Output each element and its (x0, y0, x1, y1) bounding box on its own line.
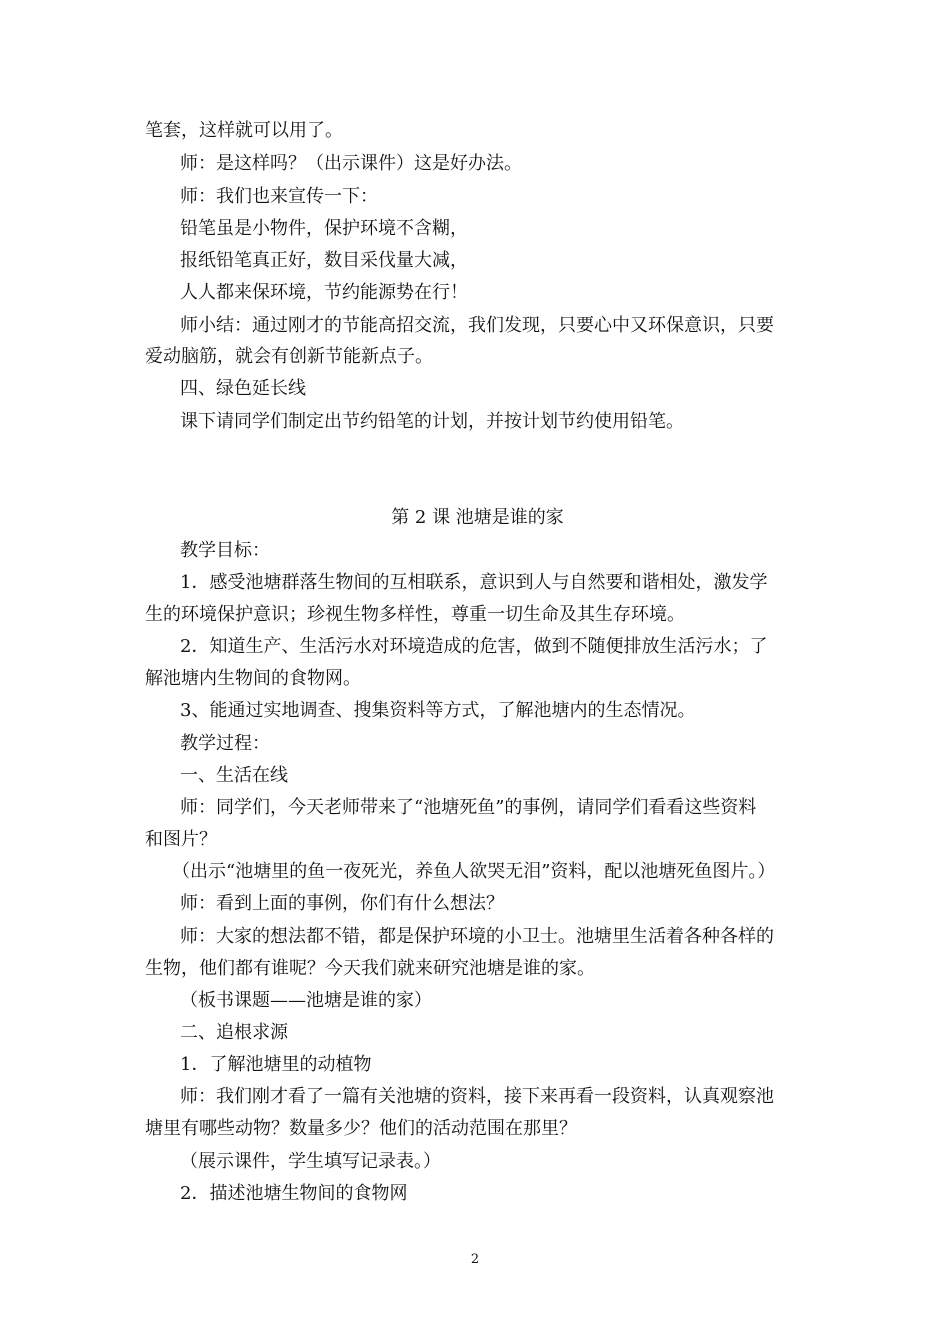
text-line: 生物，他们都有谁呢？今天我们就来研究池塘是谁的家。 (145, 958, 595, 979)
lesson-title: 第 2 课 池塘是谁的家 (391, 507, 564, 528)
text-line: 爱动脑筋，就会有创新节能新点子。 (145, 346, 433, 367)
text-line: 和图片？ (145, 829, 217, 850)
section-heading: 二、追根求源 (180, 1022, 288, 1043)
section-heading: 一、生活在线 (180, 765, 288, 786)
text-line: 师：我们也来宣传一下： (180, 186, 378, 207)
text-line: 解池塘内生物间的食物网。 (145, 668, 361, 689)
text-line: 生的环境保护意识；珍视生物多样性，尊重一切生命及其生存环境。 (145, 604, 685, 625)
text-line: 师：看到上面的事例，你们有什么想法？ (180, 893, 504, 914)
section-heading: 教学过程： (180, 733, 270, 754)
text-line: （出示“池塘里的鱼一夜死光，养鱼人欲哭无泪”资料，配以池塘死鱼图片。） (172, 861, 776, 882)
text-line: 报纸铅笔真正好，数目采伐量大减， (180, 250, 468, 271)
text-line: 师：同学们，今天老师带来了“池塘死鱼”的事例，请同学们看看这些资料 (180, 797, 757, 818)
text-line: 师：是这样吗？（出示课件）这是好办法。 (180, 153, 522, 174)
text-line: 人人都来保环境，节约能源势在行！ (180, 282, 468, 303)
page-number: 2 (470, 1252, 480, 1267)
text-line: 铅笔虽是小物件，保护环境不含糊， (180, 218, 468, 239)
text-line: 师：大家的想法都不错，都是保护环境的小卫士。池塘里生活着各种各样的 (180, 926, 774, 947)
text-line: 3、能通过实地调查、搜集资料等方式，了解池塘内的生态情况。 (180, 700, 696, 721)
text-line: 笔套，这样就可以用了。 (145, 120, 343, 141)
text-line: 2．知道生产、生活污水对环境造成的危害，做到不随便排放生活污水；了 (180, 636, 768, 657)
text-line: 2．描述池塘生物间的食物网 (180, 1183, 408, 1204)
text-line: 塘里有哪些动物？数量多少？他们的活动范围在那里？ (145, 1118, 577, 1139)
text-line: （板书课题——池塘是谁的家） (180, 990, 432, 1011)
section-heading: 四、绿色延长线 (180, 378, 306, 399)
text-line: 课下请同学们制定出节约铅笔的计划，并按计划节约使用铅笔。 (180, 411, 684, 432)
text-line: 师小结：通过刚才的节能高招交流，我们发现，只要心中又环保意识，只要 (180, 315, 774, 336)
text-line: 1．了解池塘里的动植物 (180, 1054, 372, 1075)
text-line: （展示课件，学生填写记录表。） (180, 1151, 441, 1172)
text-line: 师：我们刚才看了一篇有关池塘的资料，接下来再看一段资料，认真观察池 (180, 1086, 774, 1107)
section-heading: 教学目标： (180, 540, 270, 561)
text-line: 1．感受池塘群落生物间的互相联系，意识到人与自然要和谐相处，激发学 (180, 572, 768, 593)
